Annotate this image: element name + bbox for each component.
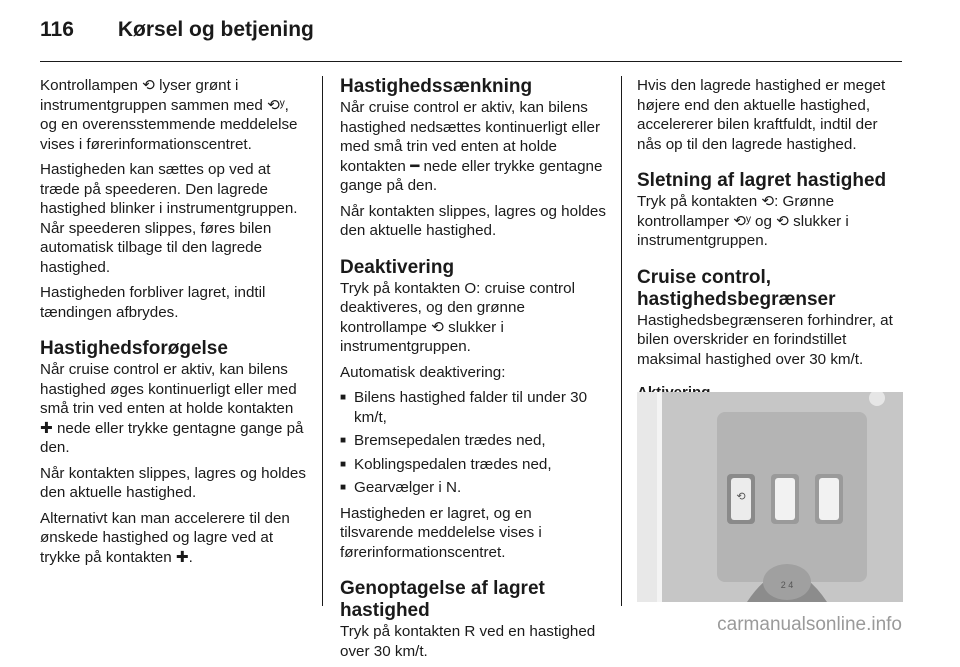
paragraph: Hastigheden er lagret, og en tilsvarende meddelelse vises i førerinformationscentret. bbox=[340, 504, 542, 561]
list-item: ■ Koblingspedalen trædes ned, bbox=[340, 455, 608, 475]
list-item: ■ Bilens hastighed falder til under 30 km/t, bbox=[340, 388, 608, 427]
paragraph: Når kontakten slippes, lagres og holdes den aktuelle hastighed. bbox=[340, 202, 606, 239]
heading-delete-stored-speed: Sletning af lagret hastighed bbox=[637, 170, 887, 191]
page-header bbox=[40, 18, 314, 42]
heading-speed-reduction: Hastighedssænkning bbox=[340, 76, 533, 97]
paragraph: Hastigheden forbliver lagret, indtil tændingen afbrydes. bbox=[40, 284, 266, 321]
paragraph: Når cruise control er aktiv, kan bilens hastighed øges kontinuerligt eller med små trin ved enten at holde kontakten ✚ nede eller trykke gentagne gange på den. bbox=[40, 361, 304, 456]
heading-resume: Genoptagelse af lagret hastighed bbox=[340, 578, 545, 621]
auto-deactivation-list bbox=[340, 388, 608, 498]
paragraph: Kontrollampen ⟲ lyser grønt i instrumentgruppen sammen med ⟲ʸ, og en overensstemmende meddelelse vises i førerinformationscentret. bbox=[40, 77, 298, 153]
heading-speed-limiter: Cruise control, hastighedsbegrænser bbox=[637, 266, 836, 310]
paragraph: Automatisk deaktivering: bbox=[340, 363, 506, 381]
list-item: ■ Gearvælger i N. bbox=[340, 478, 608, 498]
switch-panel-photo bbox=[637, 392, 903, 602]
column-divider bbox=[322, 76, 323, 606]
speed-limiter-icon: ⟲ bbox=[736, 491, 746, 503]
page-number: 116 bbox=[40, 18, 74, 41]
paragraph: Når kontakten slippes, lagres og holdes den aktuelle hastighed. bbox=[40, 464, 306, 501]
column-divider bbox=[621, 76, 622, 606]
heading-speed-increase: Hastighedsforøgelse bbox=[40, 338, 228, 359]
paragraph: Hvis den lagrede hastighed er meget højere end den aktuelle hastighed, accelererer bilen kraftfuldt, indtil der nås op til den lagrede hastighed. bbox=[637, 77, 886, 153]
switch-panel-illustration bbox=[637, 392, 903, 602]
heading-deactivation: Deaktivering bbox=[340, 256, 455, 278]
paragraph: Hastighedsbegrænseren forhindrer, at bilen overskrider en forindstillet maksimal hastighed over 30 km/t. bbox=[637, 311, 893, 368]
watermark: carmanualsonline.info bbox=[717, 614, 902, 635]
page-title: Kørsel og betjening bbox=[117, 18, 314, 41]
paragraph: Alternativt kan man accelerere til den ønskede hastighed og lagre ved at trykke på kontakten ✚. bbox=[40, 509, 290, 566]
paragraph: Hastigheden kan sættes op ved at træde på speederen. Den lagrede hastighed blinker i instrumentgruppen. Når speederen slippes, føres bilen automatisk tilbage til den lagrede hastighed. bbox=[40, 161, 298, 276]
column-2 bbox=[340, 76, 608, 667]
header-rule bbox=[40, 61, 902, 62]
paragraph: Tryk på kontakten R ved en hastighed over 30 km/t. bbox=[340, 623, 596, 660]
paragraph: Tryk på kontakten ⟲: Grønne kontrollamper ⟲ʸ og ⟲ slukker i instrumentgruppen. bbox=[637, 193, 849, 249]
paragraph: Når cruise control er aktiv, kan bilens hastighed nedsættes kontinuerligt eller med små trin ved enten at holde kontakten ━ nede eller trykke gentagne gange på den. bbox=[340, 99, 603, 194]
column-3 bbox=[637, 76, 903, 409]
list-item: ■ Bremsepedalen trædes ned, bbox=[340, 431, 608, 451]
gear-pattern-digits: 2 4 bbox=[780, 580, 794, 590]
paragraph: Tryk på kontakten O: cruise control deaktiveres, og den grønne kontrollampe ⟲ slukker i instrumentgruppen. bbox=[340, 279, 575, 355]
column-1 bbox=[40, 76, 308, 573]
